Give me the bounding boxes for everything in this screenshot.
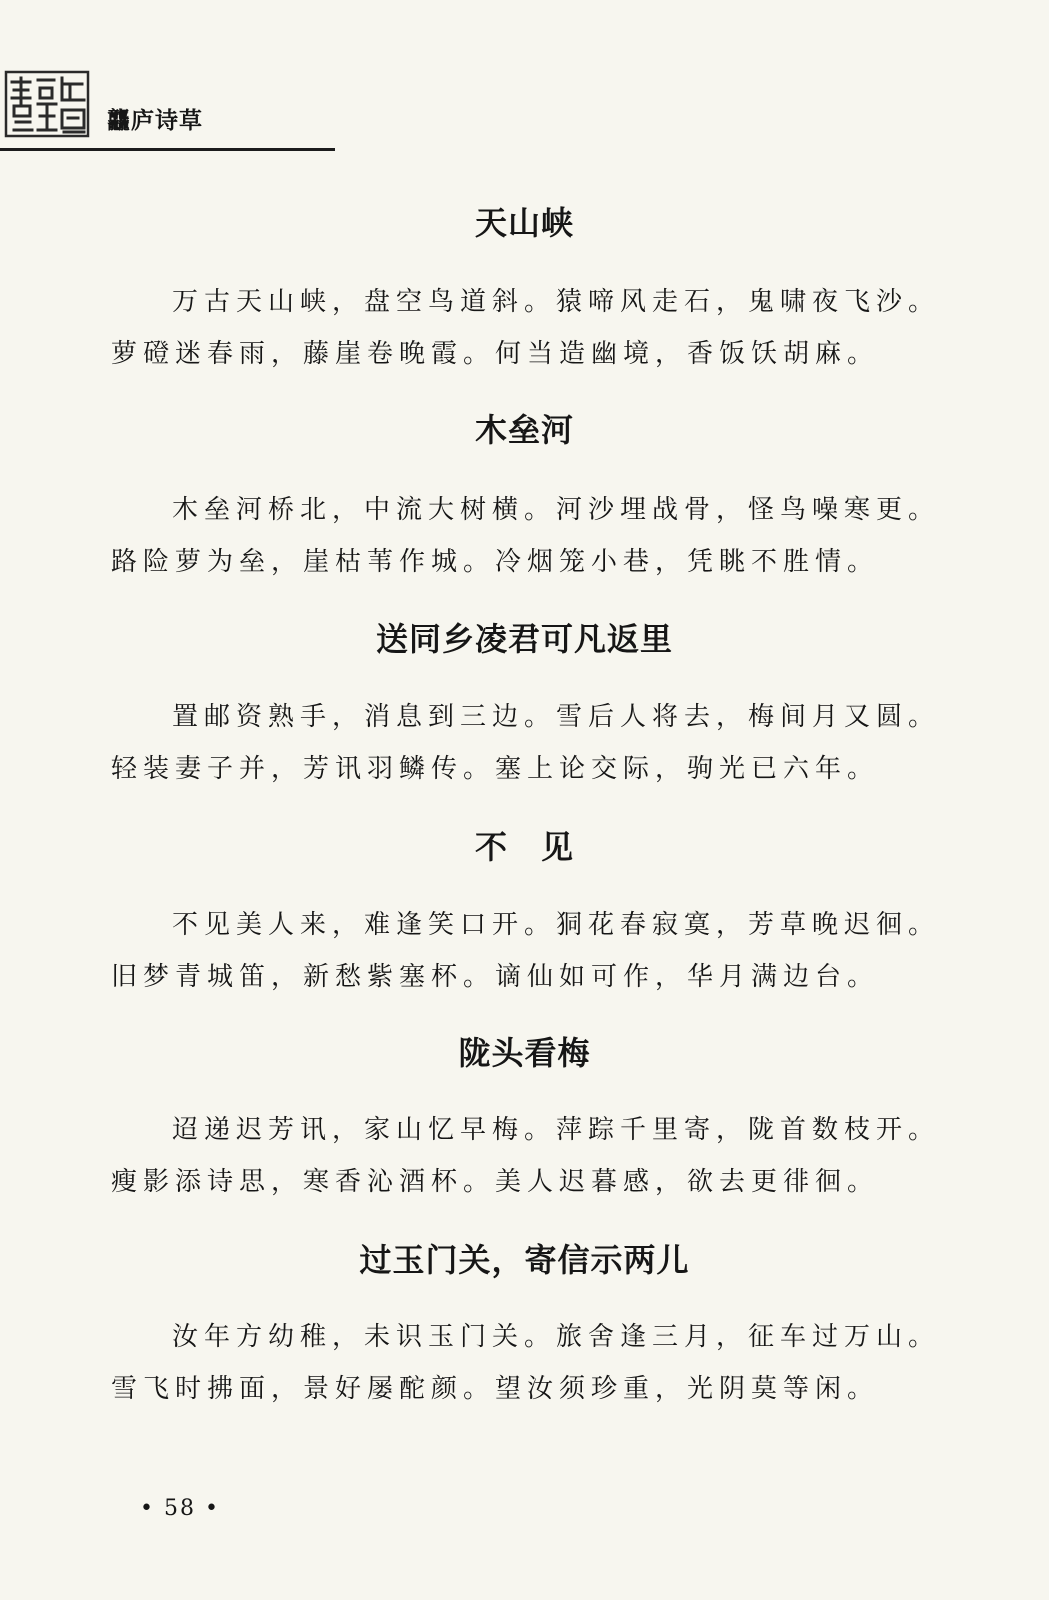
poem-line: 旧梦青城笛，新愁紫塞杯。谪仙如可作，华月满边台。 — [111, 962, 880, 992]
header-rule — [0, 148, 335, 151]
poem-line: 木垒河桥北，中流大树横。河沙埋战骨，怪鸟噪寒更。 — [172, 495, 941, 525]
running-header — [0, 62, 340, 154]
poem-line: 迢递迟芳讯，家山忆早梅。萍踪千里寄，陇首数枝开。 — [172, 1115, 941, 1145]
poem-line: 路险萝为垒，崖枯苇作城。冷烟笼小巷，凭眺不胜情。 — [111, 547, 880, 577]
poem-title: 送同乡凌君可凡返里 — [375, 620, 673, 658]
book-title: 龘庐诗草 — [107, 108, 203, 134]
poem-title: 木垒河 — [474, 411, 574, 449]
page-number: • 58 • — [140, 1496, 220, 1521]
seal-stamp-icon — [4, 70, 90, 138]
poem-line: 万古天山峡，盘空鸟道斜。猿啼风走石，鬼啸夜飞沙。 — [172, 287, 941, 317]
poem-title: 天山峡 — [474, 204, 574, 242]
poem-line: 萝磴迷春雨，藤崖卷晚霞。何当造幽境，香饭饫胡麻。 — [111, 339, 880, 369]
poem-line: 雪飞时拂面，景好屡酡颜。望汝须珍重，光阴莫等闲。 — [111, 1374, 880, 1404]
poem-line: 瘦影添诗思，寒香沁酒杯。美人迟暮感，欲去更徘徊。 — [111, 1167, 880, 1197]
poem-line: 汝年方幼稚，未识玉门关。旅舍逢三月，征车过万山。 — [172, 1322, 941, 1352]
poem-line: 轻装妻子并，芳讯羽鳞传。塞上论交际，驹光已六年。 — [111, 754, 880, 784]
poem-line: 置邮资熟手，消息到三边。雪后人将去，梅间月又圆。 — [172, 702, 941, 732]
poem-title: 过玉门关，寄信示两儿 — [359, 1241, 690, 1279]
poem-title: 陇头看梅 — [458, 1034, 591, 1072]
poem-line: 不见美人来，难逢笑口开。狪花春寂寞，芳草晚迟徊。 — [172, 910, 941, 940]
poem-title: 不 见 — [474, 828, 574, 866]
